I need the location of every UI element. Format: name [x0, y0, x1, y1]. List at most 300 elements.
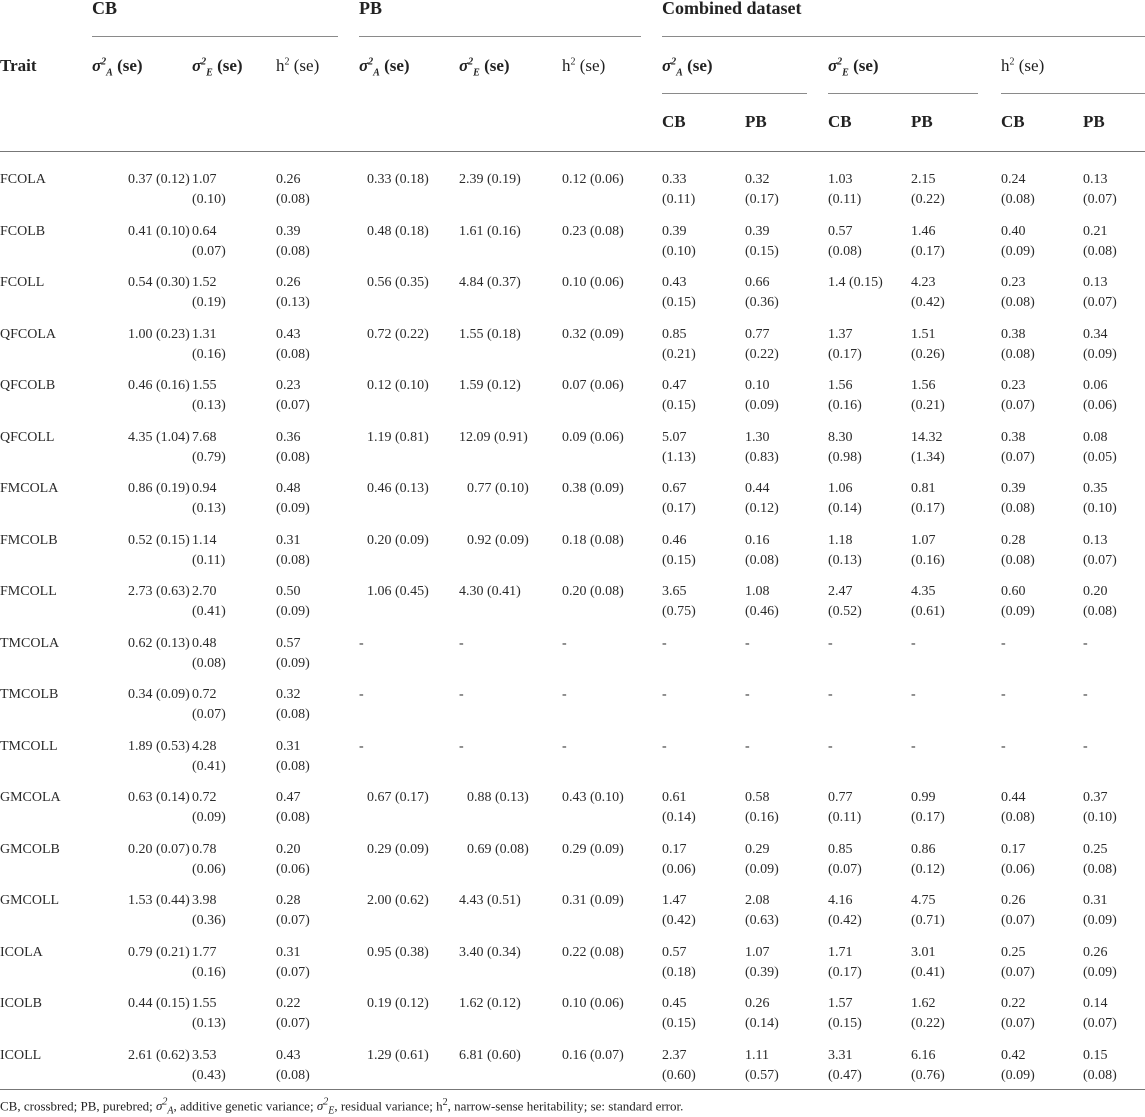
- comb-value: 2.08: [745, 893, 770, 908]
- comb-se: (0.15): [828, 1016, 862, 1031]
- comb-value: 0.26: [1001, 893, 1026, 908]
- comb-se: (1.13): [662, 450, 696, 465]
- comb-value: 14.32: [911, 430, 943, 445]
- comb-value: 1.07: [745, 945, 770, 960]
- comb-se: (0.09): [1001, 244, 1035, 259]
- comb-value: -: [911, 687, 916, 702]
- pb-h2-cell: 0.10 (0.06): [562, 275, 624, 290]
- comb-se: (0.75): [662, 604, 696, 619]
- cb-sigma-a-cell: 1.89 (0.53): [128, 739, 190, 754]
- pb-sigma-a-cell: 2.00 (0.62): [367, 893, 429, 908]
- comb-value: -: [1083, 739, 1088, 754]
- comb-se: (0.09): [1083, 965, 1117, 980]
- cb-sigma-e-header: [192, 56, 243, 78]
- comb-value: 1.47: [662, 893, 687, 908]
- comb-value: 1.07: [911, 533, 936, 548]
- comb-se: (0.21): [911, 398, 945, 413]
- comb-se: (0.15): [662, 1016, 696, 1031]
- cb-sigma-e-se: (0.10): [192, 192, 226, 207]
- comb-value: -: [1001, 739, 1006, 754]
- pb-sigma-e-cell: 0.69 (0.08): [467, 842, 529, 857]
- comb-value: 0.40: [1001, 224, 1026, 239]
- cb-sigma-a-cell: 0.41 (0.10): [128, 224, 190, 239]
- cb-h2-value: 0.48: [276, 481, 301, 496]
- comb-value: 0.22: [1001, 996, 1026, 1011]
- comb-se: (0.36): [745, 295, 779, 310]
- comb-h2-header: $h^2$ (se): [1001, 56, 1045, 75]
- cb-sigma-a-header: [92, 56, 143, 78]
- pb-sigma-e-cell: 6.81 (0.60): [459, 1048, 521, 1063]
- pb-sigma-a-cell: 1.29 (0.61): [367, 1048, 429, 1063]
- comb-value: 0.57: [662, 945, 687, 960]
- comb-se: (0.83): [745, 450, 779, 465]
- trait-cell: FMCOLB: [0, 533, 58, 548]
- cb-sigma-e-se: (0.41): [192, 759, 226, 774]
- pb-h2-cell: -: [562, 739, 567, 754]
- comb-se: (0.07): [1083, 295, 1117, 310]
- cb-sigma-a-cell: 0.20 (0.07): [128, 842, 190, 857]
- comb-se: (0.07): [1001, 450, 1035, 465]
- comb-sigma-e-header: [828, 56, 879, 78]
- cb-sigma-a-cell: 0.37 (0.12): [128, 172, 190, 187]
- pb-sigma-a-cell: -: [359, 687, 364, 702]
- comb-value: 0.38: [1001, 430, 1026, 445]
- comb-value: 0.26: [1083, 945, 1108, 960]
- trait-cell: GMCOLA: [0, 790, 61, 805]
- comb-se: (0.16): [911, 553, 945, 568]
- pb-sigma-e-cell: 0.88 (0.13): [467, 790, 529, 805]
- rule-pb: [359, 36, 641, 37]
- cb-sigma-e-value: 3.98: [192, 893, 217, 908]
- cb-sigma-e-value: 0.78: [192, 842, 217, 857]
- comb-se: (0.09): [1001, 604, 1035, 619]
- sigma-symbol: $\sigma^2_A$: [92, 56, 113, 79]
- pb-sigma-e-cell: 1.59 (0.12): [459, 378, 521, 393]
- trait-cell: FMCOLA: [0, 481, 59, 496]
- comb-value: 0.61: [662, 790, 687, 805]
- comb-value: -: [828, 687, 833, 702]
- cb-sigma-e-se: (0.08): [192, 656, 226, 671]
- pb-h2-cell: 0.20 (0.08): [562, 584, 624, 599]
- se-label: (se): [484, 56, 510, 75]
- cb-h2-value: 0.32: [276, 687, 301, 702]
- cb-sigma-a-cell: 0.34 (0.09): [128, 687, 190, 702]
- comb-value: 0.20: [1083, 584, 1108, 599]
- group-header-combined: Combined dataset: [662, 0, 802, 18]
- trait-header: Trait: [0, 56, 37, 75]
- cb-h2-se: (0.13): [276, 295, 310, 310]
- cb-sigma-e-value: 0.64: [192, 224, 217, 239]
- comb-se: (0.07): [1001, 965, 1035, 980]
- comb-value: 0.86: [911, 842, 936, 857]
- comb-se: (0.07): [1083, 1016, 1117, 1031]
- pb-sigma-a-cell: 0.48 (0.18): [367, 224, 429, 239]
- comb-se: (1.34): [911, 450, 945, 465]
- cb-h2-se: (0.07): [276, 965, 310, 980]
- cb-h2-value: 0.43: [276, 327, 301, 342]
- comb-value: 0.28: [1001, 533, 1026, 548]
- sigma-symbol: $\sigma^2_E$: [459, 56, 480, 79]
- cb-sigma-a-cell: 1.00 (0.23): [128, 327, 190, 342]
- cb-sigma-e-value: 0.72: [192, 790, 217, 805]
- table-bottom-rule: [0, 1089, 1145, 1090]
- pb-sigma-a-cell: 0.72 (0.22): [367, 327, 429, 342]
- comb-value: 0.39: [745, 224, 770, 239]
- comb-value: -: [745, 739, 750, 754]
- cb-sigma-a-cell: 0.46 (0.16): [128, 378, 190, 393]
- cb-sigma-a-cell: 4.35 (1.04): [128, 430, 190, 445]
- pb-h2-cell: 0.32 (0.09): [562, 327, 624, 342]
- comb-se: (0.15): [745, 244, 779, 259]
- comb-se: (0.05): [1083, 450, 1117, 465]
- pb-sigma-e-cell: -: [459, 687, 464, 702]
- pb-sigma-e-cell: 4.84 (0.37): [459, 275, 521, 290]
- cb-sigma-e-value: 1.14: [192, 533, 217, 548]
- comb-value: 0.85: [828, 842, 853, 857]
- comb-value: 0.31: [1083, 893, 1108, 908]
- pb-sigma-a-cell: 0.56 (0.35): [367, 275, 429, 290]
- comb-value: 0.67: [662, 481, 687, 496]
- comb-se: (0.46): [745, 604, 779, 619]
- comb-value: 0.13: [1083, 533, 1108, 548]
- pb-sigma-a-cell: 0.29 (0.09): [367, 842, 429, 857]
- comb-se: (0.08): [1083, 244, 1117, 259]
- sigma-symbol: $\sigma^2_A$: [662, 56, 683, 79]
- comb-value: 0.13: [1083, 275, 1108, 290]
- comb-value: -: [662, 687, 667, 702]
- comb-se: (0.11): [828, 192, 862, 207]
- rule-comb-sigma-a: [662, 93, 807, 94]
- trait-cell: FCOLL: [0, 275, 45, 290]
- comb-se: (0.14): [745, 1016, 779, 1031]
- comb-se: (0.21): [662, 347, 696, 362]
- comb-se: (0.08): [1083, 862, 1117, 877]
- comb-se: (0.08): [1001, 501, 1035, 516]
- comb-value: 0.37: [1083, 790, 1108, 805]
- comb-value: 1.11: [745, 1048, 769, 1063]
- cb-sigma-e-value: 2.70: [192, 584, 217, 599]
- cb-h2-value: 0.20: [276, 842, 301, 857]
- comb-value: 4.23: [911, 275, 936, 290]
- trait-cell: ICOLB: [0, 996, 42, 1011]
- pb-sigma-e-cell: 2.39 (0.19): [459, 172, 521, 187]
- cb-h2-se: (0.07): [276, 1016, 310, 1031]
- comb-se: (0.07): [1001, 913, 1035, 928]
- cb-h2-value: 0.39: [276, 224, 301, 239]
- comb-value: 1.56: [828, 378, 853, 393]
- comb-se: (0.10): [662, 244, 696, 259]
- trait-cell: TMCOLL: [0, 739, 58, 754]
- comb-value: 2.37: [662, 1048, 687, 1063]
- comb-se: (0.11): [662, 192, 696, 207]
- cb-h2-value: 0.47: [276, 790, 301, 805]
- se-label: (se): [687, 56, 713, 75]
- comb-value: 0.44: [745, 481, 770, 496]
- pb-h2-cell: 0.10 (0.06): [562, 996, 624, 1011]
- trait-cell: GMCOLB: [0, 842, 60, 857]
- comb-se: (0.07): [1083, 192, 1117, 207]
- pb-sigma-e-cell: 1.61 (0.16): [459, 224, 521, 239]
- rule-comb-h2: [1001, 93, 1145, 94]
- cb-sigma-e-se: (0.16): [192, 347, 226, 362]
- comb-se: (0.08): [1001, 810, 1035, 825]
- cb-sigma-e-se: (0.13): [192, 1016, 226, 1031]
- comb-value: 0.77: [745, 327, 770, 342]
- se-label: (se): [217, 56, 243, 75]
- comb-value: 0.21: [1083, 224, 1108, 239]
- comb-se: (0.09): [1083, 913, 1117, 928]
- comb-value: 0.35: [1083, 481, 1108, 496]
- cb-sigma-e-se: (0.41): [192, 604, 226, 619]
- cb-h2-value: 0.36: [276, 430, 301, 445]
- comb-value: 4.35: [911, 584, 936, 599]
- pb-sigma-a-cell: 1.06 (0.45): [367, 584, 429, 599]
- comb-se: (0.07): [828, 862, 862, 877]
- trait-cell: TMCOLB: [0, 687, 59, 702]
- comb-value: 0.39: [1001, 481, 1026, 496]
- comb-se: (0.13): [828, 553, 862, 568]
- comb-se: (0.17): [828, 347, 862, 362]
- pb-sigma-a-cell: 0.95 (0.38): [367, 945, 429, 960]
- cb-sigma-a-cell: 0.86 (0.19): [128, 481, 190, 496]
- comb-se: (0.09): [1001, 1068, 1035, 1083]
- comb-value: 1.62: [911, 996, 936, 1011]
- comb-value: 0.10: [745, 378, 770, 393]
- comb-value: 0.85: [662, 327, 687, 342]
- rule-combined: [662, 36, 1145, 37]
- cb-h2-se: (0.08): [276, 810, 310, 825]
- comb-se: (0.11): [828, 810, 862, 825]
- pb-sigma-e-cell: 1.55 (0.18): [459, 327, 521, 342]
- pb-sigma-a-cell: 0.20 (0.09): [367, 533, 429, 548]
- comb-se: (0.10): [1083, 501, 1117, 516]
- cb-sigma-e-se: (0.79): [192, 450, 226, 465]
- comb-se: (0.15): [662, 398, 696, 413]
- comb-se: (0.60): [662, 1068, 696, 1083]
- comb-value: 0.58: [745, 790, 770, 805]
- cb-h2-se: (0.08): [276, 347, 310, 362]
- comb-sa-pb-header: PB: [745, 112, 767, 131]
- cb-h2-se: (0.09): [276, 604, 310, 619]
- table-footnote: CB, crossbred; PB, purebred; $\sigma^2_A$, additive genetic variance; $\sigma^2_E$, residual variance; $h^2$, narrow-sense heritability; se: standard error.: [0, 1097, 684, 1117]
- cb-sigma-e-se: (0.09): [192, 810, 226, 825]
- comb-se: (0.08): [1001, 347, 1035, 362]
- pb-h2-cell: 0.07 (0.06): [562, 378, 624, 393]
- cb-sigma-a-cell: 2.61 (0.62): [128, 1048, 190, 1063]
- pb-sigma-e-cell: -: [459, 739, 464, 754]
- cb-sigma-e-se: (0.11): [192, 553, 226, 568]
- trait-cell: ICOLL: [0, 1048, 42, 1063]
- cb-h2-se: (0.08): [276, 759, 310, 774]
- comb-value: 1.06: [828, 481, 853, 496]
- se-label: (se): [384, 56, 410, 75]
- pb-h2-cell: -: [562, 636, 567, 651]
- comb-value: 2.15: [911, 172, 936, 187]
- comb-se: (0.06): [662, 862, 696, 877]
- comb-value: -: [1001, 636, 1006, 651]
- comb-value: -: [662, 739, 667, 754]
- trait-cell: FCOLA: [0, 172, 46, 187]
- cb-h2-se: (0.06): [276, 862, 310, 877]
- comb-se: (0.08): [1083, 604, 1117, 619]
- comb-value: 4.16: [828, 893, 853, 908]
- comb-se: (0.22): [745, 347, 779, 362]
- comb-se: (0.08): [1083, 1068, 1117, 1083]
- comb-se: (0.08): [1001, 192, 1035, 207]
- comb-value: 1.30: [745, 430, 770, 445]
- comb-value: 0.47: [662, 378, 687, 393]
- pb-h2-cell: 0.12 (0.06): [562, 172, 624, 187]
- comb-value: 6.16: [911, 1048, 936, 1063]
- se-label: (se): [117, 56, 143, 75]
- comb-se: (0.07): [1083, 553, 1117, 568]
- comb-value: -: [1001, 687, 1006, 702]
- comb-value: 5.07: [662, 430, 687, 445]
- comb-se: (0.12): [911, 862, 945, 877]
- trait-cell: QFCOLL: [0, 430, 55, 445]
- cb-h2-se: (0.09): [276, 656, 310, 671]
- comb-se: (0.57): [745, 1068, 779, 1083]
- trait-cell: GMCOLL: [0, 893, 60, 908]
- pb-h2-cell: 0.31 (0.09): [562, 893, 624, 908]
- comb-se: (0.09): [1083, 347, 1117, 362]
- comb-se: (0.41): [911, 965, 945, 980]
- comb-se: (0.16): [745, 810, 779, 825]
- comb-value: 0.13: [1083, 172, 1108, 187]
- comb-value: 0.32: [745, 172, 770, 187]
- comb-se: (0.17): [911, 501, 945, 516]
- comb-se: (0.52): [828, 604, 862, 619]
- cb-sigma-e-se: (0.36): [192, 913, 226, 928]
- comb-value: 0.16: [745, 533, 770, 548]
- pb-sigma-e-cell: 4.43 (0.51): [459, 893, 521, 908]
- pb-sigma-e-cell: 0.77 (0.10): [467, 481, 529, 496]
- sigma-symbol: $\sigma^2_E$: [828, 56, 849, 79]
- pb-sigma-e-cell: 4.30 (0.41): [459, 584, 521, 599]
- comb-value: -: [828, 739, 833, 754]
- comb-value: 0.66: [745, 275, 770, 290]
- comb-value: -: [911, 739, 916, 754]
- pb-sigma-a-header: [359, 56, 410, 78]
- comb-se: (0.61): [911, 604, 945, 619]
- cb-sigma-e-se: (0.16): [192, 965, 226, 980]
- cb-h2-se: (0.08): [276, 450, 310, 465]
- comb-value: -: [911, 636, 916, 651]
- comb-value: 1.37: [828, 327, 853, 342]
- comb-value: -: [828, 636, 833, 651]
- cb-h2-se: (0.08): [276, 244, 310, 259]
- cb-h2-value: 0.43: [276, 1048, 301, 1063]
- comb-se: (0.15): [662, 553, 696, 568]
- comb-value: 0.42: [1001, 1048, 1026, 1063]
- cb-sigma-e-se: (0.13): [192, 398, 226, 413]
- comb-se: (0.71): [911, 913, 945, 928]
- pb-sigma-a-cell: 1.19 (0.81): [367, 430, 429, 445]
- pb-h2-cell: 0.29 (0.09): [562, 842, 624, 857]
- group-header-pb: PB: [359, 0, 383, 18]
- cb-sigma-e-se: (0.07): [192, 244, 226, 259]
- comb-se: (0.17): [745, 192, 779, 207]
- comb-value: 0.26: [745, 996, 770, 1011]
- pb-sigma-e-header: [459, 56, 510, 78]
- cb-sigma-a-cell: 0.54 (0.30): [128, 275, 190, 290]
- header-bottom-rule: [0, 151, 1145, 152]
- pb-h2-cell: 0.16 (0.07): [562, 1048, 624, 1063]
- cb-sigma-a-cell: 1.53 (0.44): [128, 893, 190, 908]
- cb-h2-value: 0.31: [276, 533, 301, 548]
- cb-sigma-e-se: (0.13): [192, 501, 226, 516]
- comb-value: 1.4 (0.15): [828, 275, 883, 290]
- comb-se: (0.15): [662, 295, 696, 310]
- comb-se: (0.17): [828, 965, 862, 980]
- comb-value: -: [662, 636, 667, 651]
- trait-cell: ICOLA: [0, 945, 43, 960]
- comb-value: 0.34: [1083, 327, 1108, 342]
- comb-se: (0.08): [1001, 295, 1035, 310]
- cb-h2-value: 0.26: [276, 275, 301, 290]
- comb-value: 0.33: [662, 172, 687, 187]
- comb-value: 3.01: [911, 945, 936, 960]
- pb-sigma-e-cell: 0.92 (0.09): [467, 533, 529, 548]
- comb-value: 4.75: [911, 893, 936, 908]
- trait-cell: FMCOLL: [0, 584, 57, 599]
- comb-value: 1.57: [828, 996, 853, 1011]
- cb-h2-value: 0.28: [276, 893, 301, 908]
- cb-h2-value: 0.57: [276, 636, 301, 651]
- trait-cell: FCOLB: [0, 224, 46, 239]
- comb-se: (0.42): [828, 913, 862, 928]
- comb-value: 0.38: [1001, 327, 1026, 342]
- comb-value: 0.15: [1083, 1048, 1108, 1063]
- cb-h2-value: 0.50: [276, 584, 301, 599]
- cb-sigma-e-value: 0.94: [192, 481, 217, 496]
- comb-se: (0.08): [745, 553, 779, 568]
- pb-h2-cell: 0.09 (0.06): [562, 430, 624, 445]
- cb-h2-se: (0.09): [276, 501, 310, 516]
- trait-cell: TMCOLA: [0, 636, 60, 651]
- cb-h2-value: 0.22: [276, 996, 301, 1011]
- comb-value: 1.46: [911, 224, 936, 239]
- comb-value: 0.25: [1001, 945, 1026, 960]
- sigma-symbol: $\sigma^2_A$: [359, 56, 380, 79]
- comb-se: (0.17): [662, 501, 696, 516]
- cb-sigma-e-value: 1.55: [192, 996, 217, 1011]
- comb-se: (0.22): [911, 1016, 945, 1031]
- comb-se-pb-header: PB: [911, 112, 933, 131]
- cb-h2-se: (0.08): [276, 1068, 310, 1083]
- comb-se: (0.76): [911, 1068, 945, 1083]
- cb-sigma-e-value: 1.77: [192, 945, 217, 960]
- comb-value: 0.46: [662, 533, 687, 548]
- cb-sigma-e-value: 0.48: [192, 636, 217, 651]
- cb-h2-se: (0.08): [276, 553, 310, 568]
- cb-sigma-e-value: 3.53: [192, 1048, 217, 1063]
- cb-sigma-e-value: 4.28: [192, 739, 217, 754]
- comb-value: 0.24: [1001, 172, 1026, 187]
- comb-se: (0.08): [828, 244, 862, 259]
- cb-h2-value: 0.31: [276, 945, 301, 960]
- comb-se: (0.17): [911, 810, 945, 825]
- pb-sigma-e-cell: 12.09 (0.91): [459, 430, 528, 445]
- pb-h2-cell: 0.38 (0.09): [562, 481, 624, 496]
- comb-se: (0.42): [911, 295, 945, 310]
- comb-value: 1.56: [911, 378, 936, 393]
- comb-se: (0.06): [1001, 862, 1035, 877]
- comb-value: 1.71: [828, 945, 853, 960]
- pb-h2-cell: -: [562, 687, 567, 702]
- cb-h2-value: 0.26: [276, 172, 301, 187]
- comb-value: 0.23: [1001, 378, 1026, 393]
